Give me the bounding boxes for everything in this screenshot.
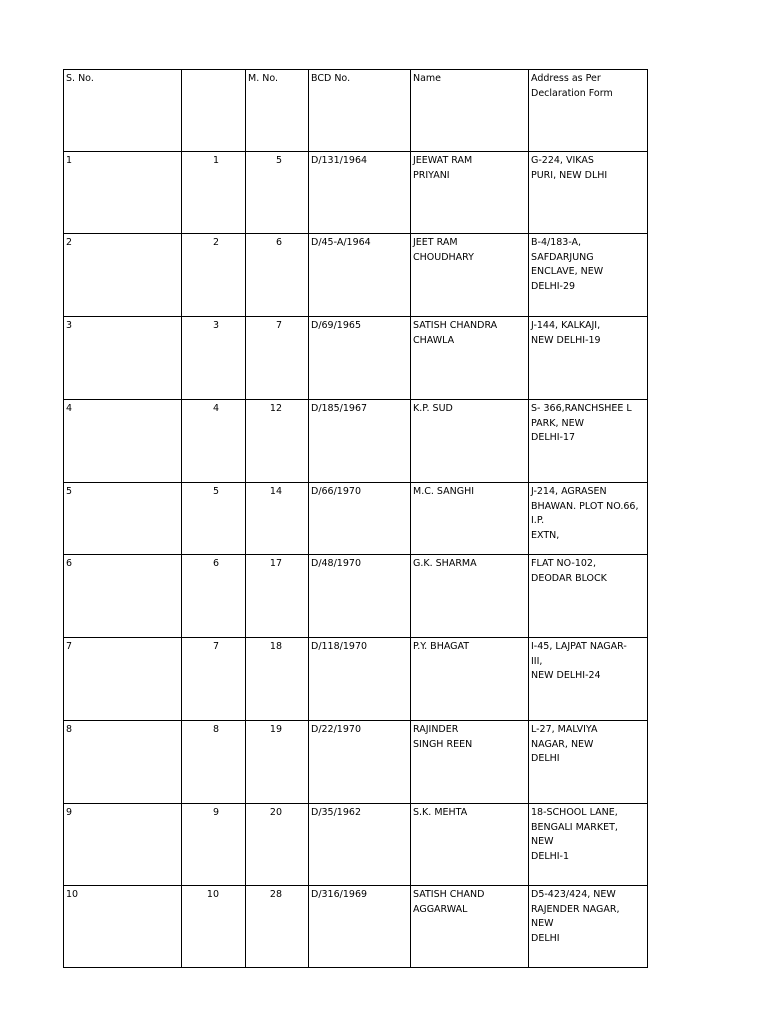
cell-bcd-no: D/69/1965 bbox=[309, 317, 411, 400]
table-header-row bbox=[64, 70, 648, 152]
cell-m-no: 17 bbox=[246, 555, 309, 638]
cell-address: FLAT NO-102, DEODAR BLOCK bbox=[529, 555, 648, 638]
cell-name: M.C. SANGHI bbox=[411, 483, 529, 555]
cell-index: 2 bbox=[182, 234, 246, 317]
header-bcd-no: BCD No. bbox=[309, 70, 411, 152]
header-s-no: S. No. bbox=[64, 70, 182, 152]
cell-name: JEEWAT RAM PRIYANI bbox=[411, 152, 529, 234]
table-row bbox=[64, 804, 648, 886]
table-row bbox=[64, 555, 648, 638]
cell-index: 7 bbox=[182, 638, 246, 721]
header-address: Address as Per Declaration Form bbox=[529, 70, 648, 152]
header-index bbox=[182, 70, 246, 152]
cell-m-no: 18 bbox=[246, 638, 309, 721]
cell-index: 8 bbox=[182, 721, 246, 804]
cell-s-no: 7 bbox=[64, 638, 182, 721]
cell-address: L-27, MALVIYA NAGAR, NEW DELHI bbox=[529, 721, 648, 804]
cell-index: 9 bbox=[182, 804, 246, 886]
cell-index: 5 bbox=[182, 483, 246, 555]
cell-index: 1 bbox=[182, 152, 246, 234]
cell-s-no: 10 bbox=[64, 886, 182, 968]
cell-bcd-no: D/45-A/1964 bbox=[309, 234, 411, 317]
cell-m-no: 19 bbox=[246, 721, 309, 804]
cell-s-no: 9 bbox=[64, 804, 182, 886]
table-row bbox=[64, 638, 648, 721]
cell-m-no: 14 bbox=[246, 483, 309, 555]
cell-index: 6 bbox=[182, 555, 246, 638]
cell-bcd-no: D/22/1970 bbox=[309, 721, 411, 804]
cell-name: RAJINDER SINGH REEN bbox=[411, 721, 529, 804]
cell-bcd-no: D/118/1970 bbox=[309, 638, 411, 721]
cell-bcd-no: D/185/1967 bbox=[309, 400, 411, 483]
cell-bcd-no: D/35/1962 bbox=[309, 804, 411, 886]
table-row bbox=[64, 152, 648, 234]
cell-address: 18-SCHOOL LANE, BENGALI MARKET, NEW DELHI-1 bbox=[529, 804, 648, 886]
table-row bbox=[64, 886, 648, 968]
table-row bbox=[64, 317, 648, 400]
cell-name: P.Y. BHAGAT bbox=[411, 638, 529, 721]
cell-m-no: 7 bbox=[246, 317, 309, 400]
cell-s-no: 6 bbox=[64, 555, 182, 638]
cell-s-no: 4 bbox=[64, 400, 182, 483]
cell-m-no: 6 bbox=[246, 234, 309, 317]
cell-address: J-144, KALKAJI, NEW DELHI-19 bbox=[529, 317, 648, 400]
header-m-no: M. No. bbox=[246, 70, 309, 152]
cell-index: 10 bbox=[182, 886, 246, 968]
cell-address: B-4/183-A, SAFDARJUNG ENCLAVE, NEW DELHI-29 bbox=[529, 234, 648, 317]
cell-s-no: 8 bbox=[64, 721, 182, 804]
cell-address: J-214, AGRASEN BHAWAN. PLOT NO.66, I.P. EXTN, bbox=[529, 483, 648, 555]
cell-name: SATISH CHANDRA CHAWLA bbox=[411, 317, 529, 400]
cell-m-no: 12 bbox=[246, 400, 309, 483]
cell-m-no: 5 bbox=[246, 152, 309, 234]
cell-s-no: 1 bbox=[64, 152, 182, 234]
table-row bbox=[64, 721, 648, 804]
cell-name: K.P. SUD bbox=[411, 400, 529, 483]
table-row bbox=[64, 483, 648, 555]
cell-name: JEET RAM CHOUDHARY bbox=[411, 234, 529, 317]
cell-index: 3 bbox=[182, 317, 246, 400]
cell-address: I-45, LAJPAT NAGAR- III, NEW DELHI-24 bbox=[529, 638, 648, 721]
cell-s-no: 2 bbox=[64, 234, 182, 317]
table-row bbox=[64, 400, 648, 483]
cell-m-no: 28 bbox=[246, 886, 309, 968]
cell-bcd-no: D/66/1970 bbox=[309, 483, 411, 555]
cell-s-no: 3 bbox=[64, 317, 182, 400]
table-row bbox=[64, 234, 648, 317]
cell-bcd-no: D/131/1964 bbox=[309, 152, 411, 234]
cell-name: S.K. MEHTA bbox=[411, 804, 529, 886]
members-table bbox=[63, 69, 648, 968]
cell-m-no: 20 bbox=[246, 804, 309, 886]
cell-name: SATISH CHAND AGGARWAL bbox=[411, 886, 529, 968]
header-name: Name bbox=[411, 70, 529, 152]
cell-address: S- 366,RANCHSHEE L PARK, NEW DELHI-17 bbox=[529, 400, 648, 483]
cell-bcd-no: D/48/1970 bbox=[309, 555, 411, 638]
cell-address: G-224, VIKAS PURI, NEW DLHI bbox=[529, 152, 648, 234]
cell-address: D5-423/424, NEW RAJENDER NAGAR, NEW DELHI bbox=[529, 886, 648, 968]
cell-name: G.K. SHARMA bbox=[411, 555, 529, 638]
cell-s-no: 5 bbox=[64, 483, 182, 555]
cell-index: 4 bbox=[182, 400, 246, 483]
cell-bcd-no: D/316/1969 bbox=[309, 886, 411, 968]
